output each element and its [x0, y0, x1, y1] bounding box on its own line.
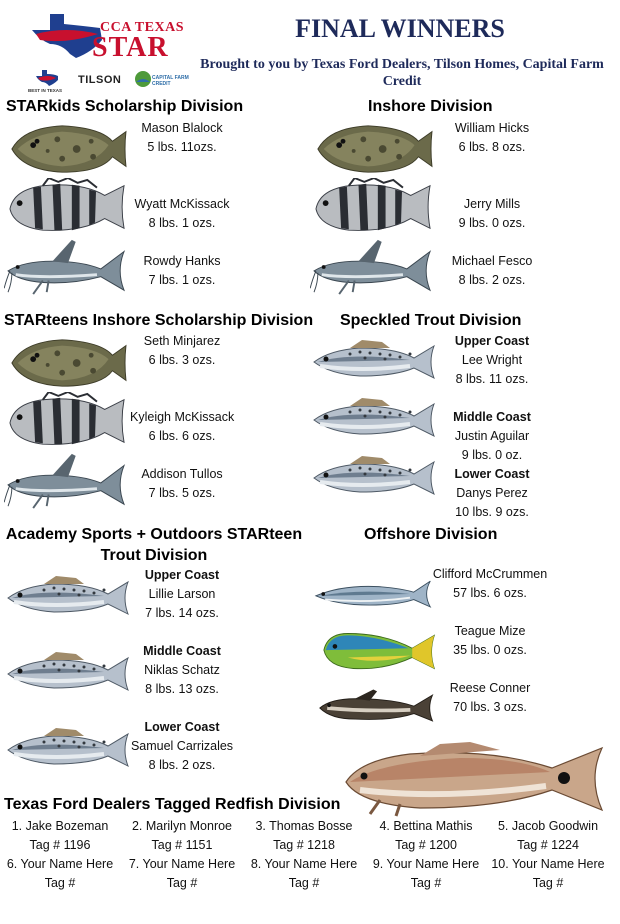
winner-weight: 10 lbs. 9 ozs. — [455, 505, 529, 519]
ford-texas-icon — [34, 68, 60, 88]
ling-icon — [318, 686, 438, 730]
section-title-starteens: STARteens Inshore Scholarship Division — [4, 312, 314, 329]
winner-trout-1 — [440, 332, 544, 389]
section-title-starkids: STARkids Scholarship Division — [6, 98, 244, 115]
winner-offshore-2 — [424, 622, 556, 660]
trout-icon — [310, 394, 440, 444]
catfish-icon — [4, 452, 130, 510]
capital-farm-credit-icon — [134, 70, 152, 88]
winner-name: Jerry Mills — [463, 197, 521, 211]
tag-name: 2. Marilyn Monroe — [131, 819, 233, 833]
tag-name: 8. Your Name Here — [250, 857, 358, 871]
tag-number: Tag # — [410, 876, 442, 890]
tag-number: Tag # — [532, 876, 564, 890]
winner-inshore-1 — [440, 119, 544, 157]
tag-number: Tag # 1151 — [151, 838, 213, 852]
winner-region: Upper Coast — [144, 568, 220, 582]
redfish-icon — [340, 738, 610, 818]
winner-weight: 9 lbs. 0 ozs. — [458, 216, 526, 230]
sponsor-ford-label: BEST IN TEXAS — [28, 88, 63, 93]
winner-starkids-2 — [130, 195, 234, 233]
trout-icon — [310, 452, 440, 502]
winner-name: Mason Blalock — [141, 121, 223, 135]
winner-name: Danys Perez — [456, 486, 528, 500]
section-title-academy-line1: Academy Sports + Outdoors STARteen — [5, 526, 303, 543]
winner-starteens-3 — [130, 465, 234, 503]
winner-inshore-3 — [440, 252, 544, 290]
winner-name: Lee Wright — [461, 353, 523, 367]
winner-name: Reese Conner — [449, 681, 531, 695]
winner-name: Lillie Larson — [148, 587, 216, 601]
winner-name: Michael Fesco — [451, 254, 533, 268]
winner-academy-3 — [124, 718, 240, 775]
tag-winner-9 — [364, 855, 488, 893]
winner-name: Teague Mize — [454, 624, 526, 638]
trout-icon — [310, 336, 440, 386]
winner-weight: 6 lbs. 8 ozs. — [458, 140, 526, 154]
winner-trout-2 — [440, 408, 544, 465]
winner-starkids-1 — [130, 119, 234, 157]
winner-weight: 8 lbs. 2 ozs. — [458, 273, 526, 287]
sponsor-capital: CAPITAL FARM CREDIT — [152, 75, 189, 87]
flounder-icon — [310, 120, 436, 178]
winner-weight: 7 lbs. 14 ozs. — [145, 606, 219, 620]
section-title-inshore: Inshore Division — [368, 98, 493, 115]
winner-trout-3 — [440, 465, 544, 522]
winner-inshore-2 — [440, 195, 544, 233]
winner-starkids-3 — [130, 252, 234, 290]
winner-starteens-2 — [130, 408, 234, 446]
tag-number: Tag # — [44, 876, 76, 890]
section-title-trout: Speckled Trout Division — [340, 312, 522, 329]
tag-winner-4 — [364, 817, 488, 855]
tag-winner-3 — [242, 817, 366, 855]
winner-region: Lower Coast — [454, 467, 530, 481]
winner-weight: 9 lbs. 0 oz. — [461, 448, 523, 462]
tag-name: 5. Jacob Goodwin — [497, 819, 599, 833]
winner-name: Rowdy Hanks — [143, 254, 221, 268]
section-title-academy — [4, 524, 304, 566]
winner-weight: 57 lbs. 6 ozs. — [453, 586, 527, 600]
winner-name: Addison Tullos — [141, 467, 223, 481]
tag-name: 1. Jake Bozeman — [11, 819, 109, 833]
winner-offshore-3 — [424, 679, 556, 717]
tag-name: 10. Your Name Here — [491, 857, 605, 871]
tag-name: 6. Your Name Here — [6, 857, 114, 871]
kingfish-icon — [314, 574, 434, 614]
sponsor-tilson: TILSON — [78, 74, 122, 86]
winner-weight: 8 lbs. 13 ozs. — [145, 682, 219, 696]
winner-region: Middle Coast — [143, 644, 221, 658]
section-title-redfish: Texas Ford Dealers Tagged Redfish Division — [4, 796, 341, 813]
section-title-offshore: Offshore Division — [364, 526, 498, 543]
tag-winner-1 — [0, 817, 122, 855]
winner-weight: 35 lbs. 0 ozs. — [453, 643, 527, 657]
tag-winner-7 — [120, 855, 244, 893]
winner-weight: 70 lbs. 3 ozs. — [453, 700, 527, 714]
winner-weight: 8 lbs. 1 ozs. — [148, 216, 216, 230]
winner-weight: 6 lbs. 6 ozs. — [148, 429, 216, 443]
winner-weight: 7 lbs. 1 ozs. — [148, 273, 216, 287]
trout-icon — [4, 572, 134, 622]
tag-winner-6 — [0, 855, 122, 893]
page-subtitle: Brought to you by Texas Ford Dealers, Tilson Homes, Capital Farm Credit — [200, 57, 604, 89]
tag-number: Tag # 1200 — [395, 838, 457, 852]
winner-academy-2 — [130, 642, 234, 699]
logo-line1: CCA TEXAS — [100, 20, 184, 35]
winner-weight: 7 lbs. 5 ozs. — [148, 486, 216, 500]
winner-offshore-1 — [424, 565, 556, 603]
winner-name: Niklas Schatz — [144, 663, 220, 677]
winner-weight: 8 lbs. 11 ozs. — [455, 372, 529, 386]
winner-weight: 5 lbs. 11ozs. — [147, 140, 217, 154]
trout-icon — [4, 648, 134, 698]
dolphin-icon — [320, 628, 440, 674]
sheepshead-icon — [310, 178, 436, 236]
tag-name: 4. Bettina Mathis — [379, 819, 473, 833]
winner-name: Seth Minjarez — [143, 334, 221, 348]
tag-number: Tag # 1224 — [517, 838, 579, 852]
tag-winner-5 — [486, 817, 610, 855]
tag-number: Tag # — [166, 876, 198, 890]
sheepshead-icon — [4, 178, 130, 236]
section-title-academy-line2: Trout Division — [100, 547, 208, 564]
winner-region: Lower Coast — [144, 720, 220, 734]
winner-weight: 8 lbs. 2 ozs. — [148, 758, 216, 772]
catfish-icon — [4, 238, 130, 296]
winner-name: Justin Aguilar — [454, 429, 530, 443]
tag-winner-2 — [120, 817, 244, 855]
tag-number: Tag # 1218 — [273, 838, 335, 852]
winner-name: Kyleigh McKissack — [130, 410, 235, 424]
tag-name: 7. Your Name Here — [128, 857, 236, 871]
catfish-icon — [310, 238, 436, 296]
flounder-icon — [4, 120, 130, 178]
winner-name: Samuel Carrizales — [130, 739, 234, 753]
sponsor-logos — [26, 68, 196, 96]
page-title: FINAL WINNERS — [295, 14, 505, 43]
cca-logo — [18, 6, 198, 66]
tag-name: 9. Your Name Here — [372, 857, 480, 871]
tag-name: 3. Thomas Bosse — [255, 819, 353, 833]
logo-line2: STAR — [92, 32, 169, 63]
tag-winner-10 — [486, 855, 610, 893]
winner-region: Upper Coast — [454, 334, 530, 348]
winner-weight: 6 lbs. 3 ozs. — [148, 353, 216, 367]
sheepshead-icon — [4, 392, 130, 450]
winner-name: Wyatt McKissack — [134, 197, 230, 211]
winner-academy-1 — [130, 566, 234, 623]
trout-icon — [4, 724, 134, 774]
flounder-icon — [4, 334, 130, 392]
winner-name: Clifford McCrummen — [432, 567, 548, 581]
winner-name: William Hicks — [454, 121, 530, 135]
winner-region: Middle Coast — [453, 410, 531, 424]
tag-number: Tag # — [288, 876, 320, 890]
winner-starteens-1 — [130, 332, 234, 370]
tag-number: Tag # 1196 — [29, 838, 91, 852]
tag-winner-8 — [242, 855, 366, 893]
